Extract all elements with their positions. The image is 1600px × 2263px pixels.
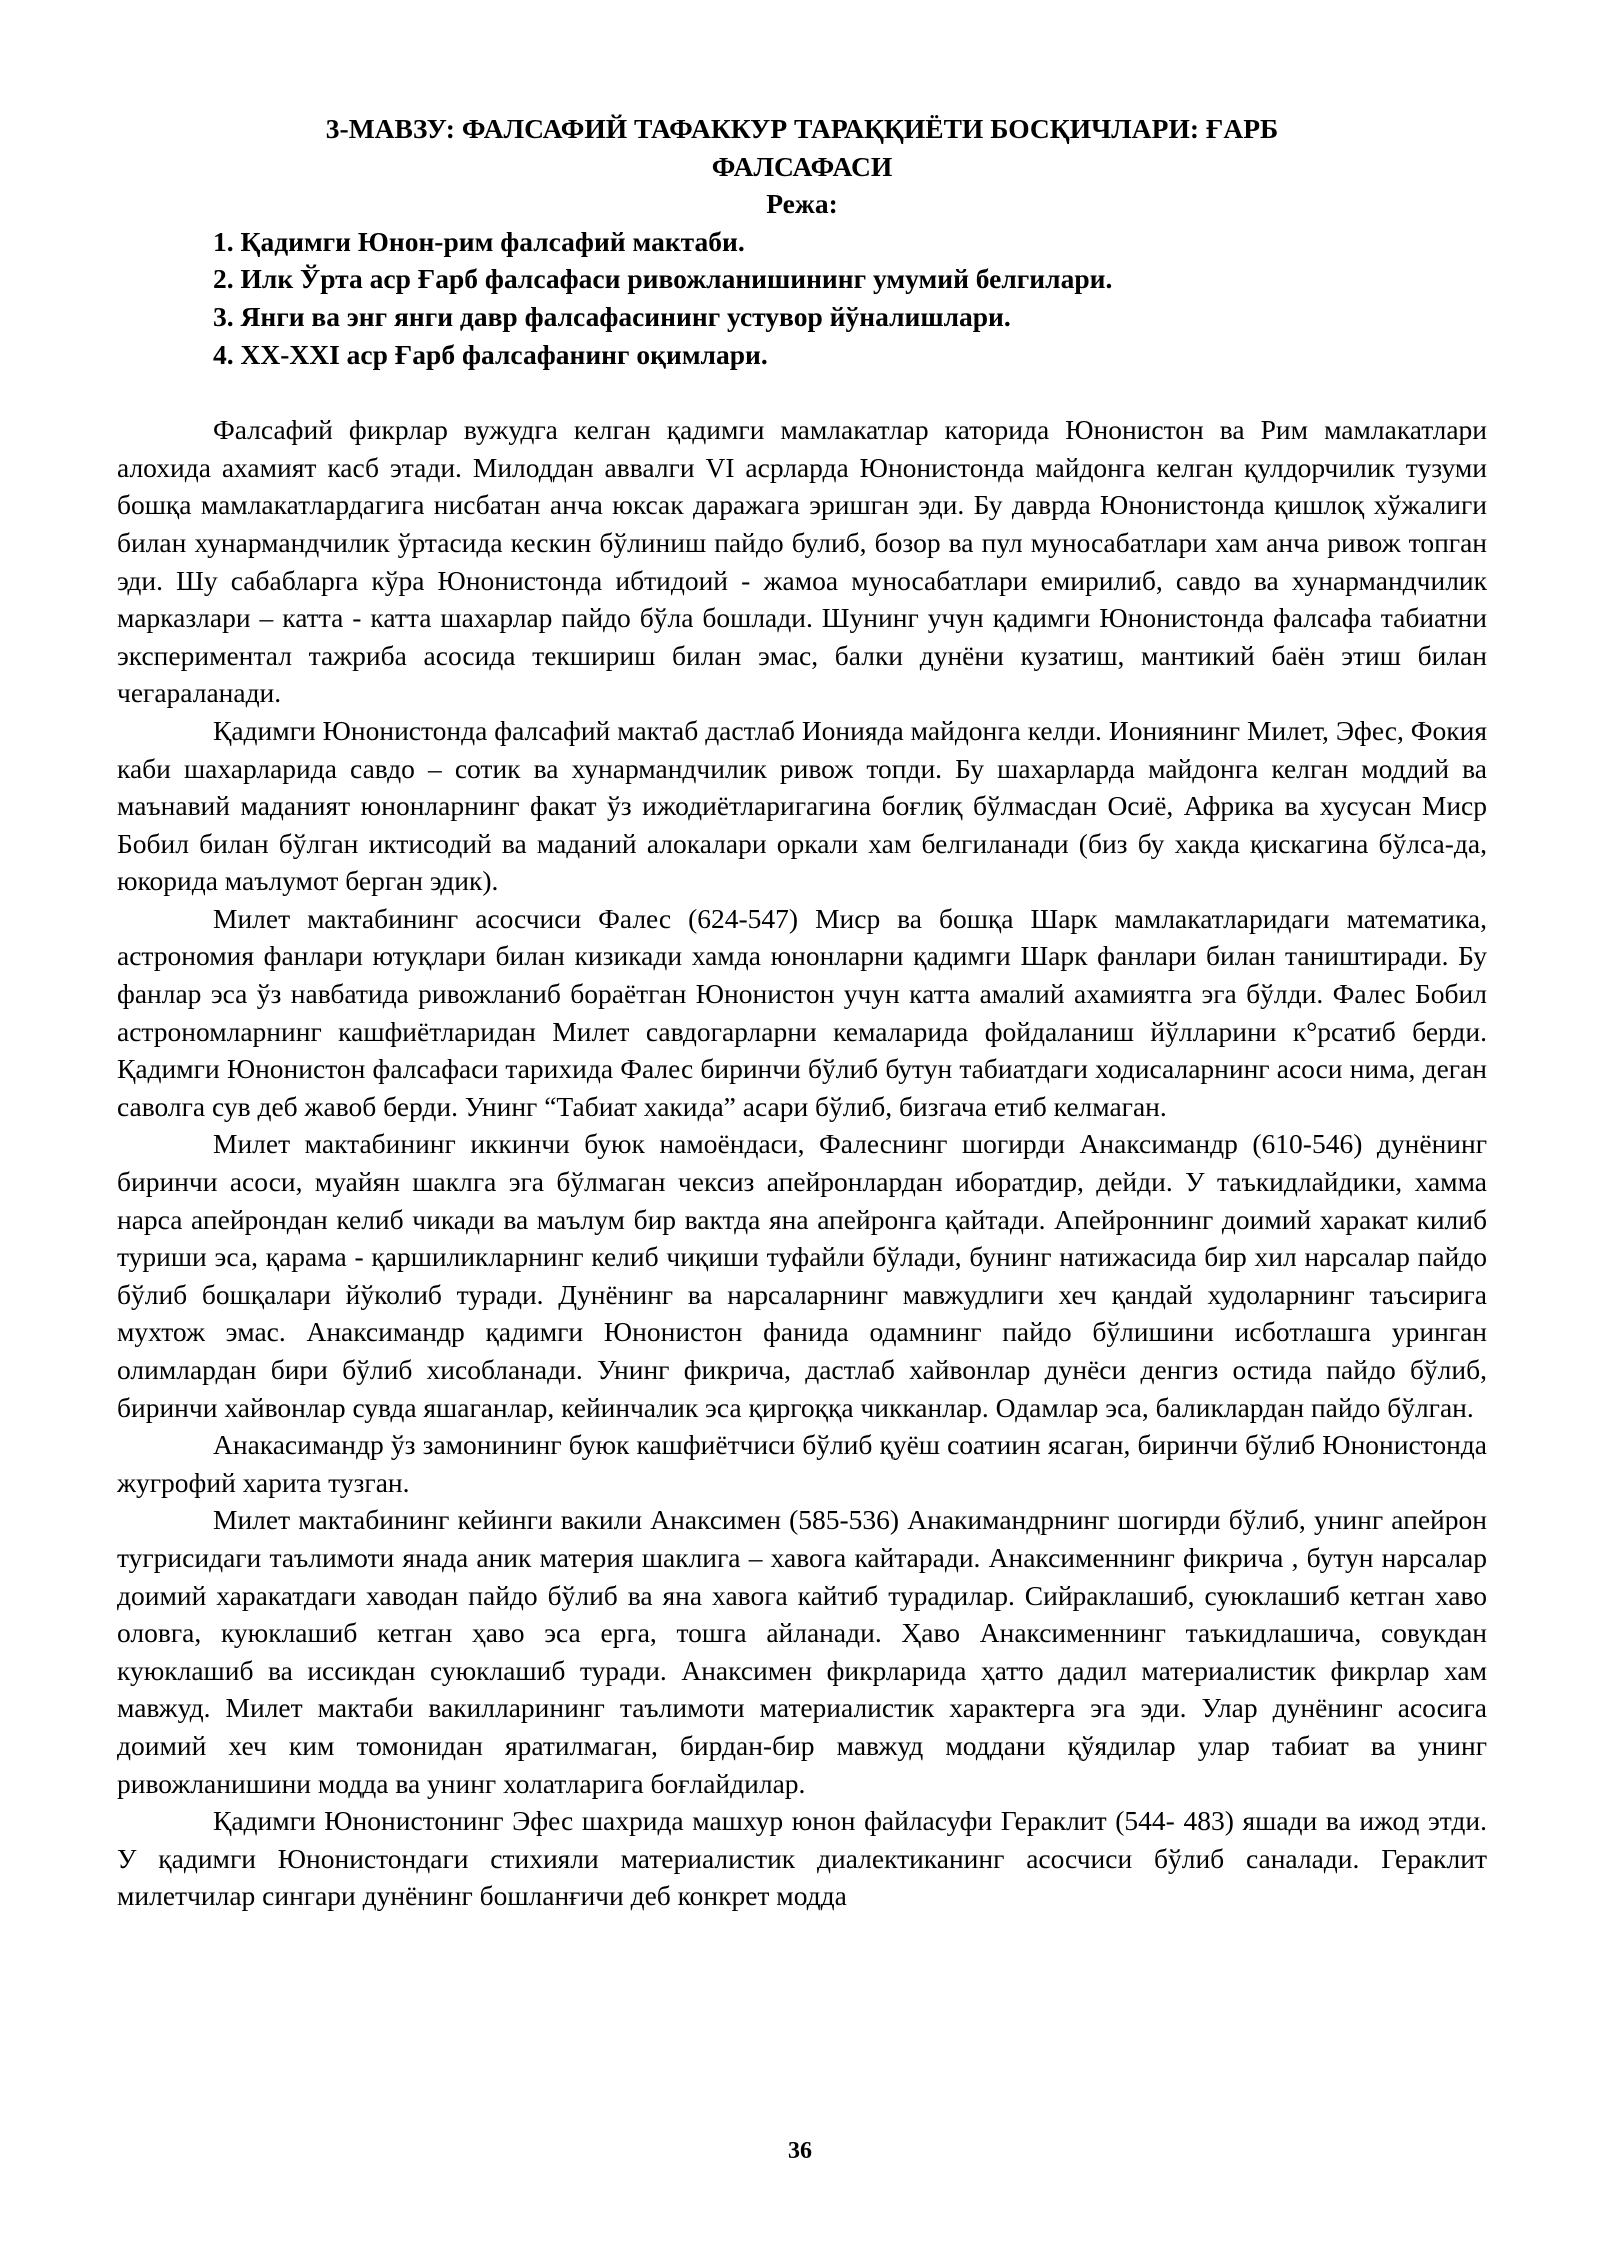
plan-list	[213, 223, 1487, 373]
paragraph: Милет мактабининг иккинчи буюк намоёндаси, Фалеснинг шогирди Анаксимандр (610-546) дунёнинг биринчи асоси, муайян шаклга эга бўлмаган чексиз апейронлардан иборатдир, дейди. У таъкидлайдики, хамма нарса апейрондан келиб чикади ва маълум бир вактда яна апейронга қайтади. Апейроннинг доимий харакат килиб туриши эса, қарама - қаршиликларнинг келиб чиқиши туфайли бўлади, бунинг натижасида бир хил нарсалар пайдо бўлиб бошқалари йўколиб туради. Дунёнинг ва нарсаларнинг мавжудлиги хеч қандай худоларнинг таъсирига мухтож эмас. Анаксимандр қадимги Юнонистон фанида одамнинг пайдо бўлишини исботлашга уринган олимлардан бири бўлиб хисобланади. Унинг фикрича, дастлаб хайвонлар дунёси денгиз остида пайдо бўлиб, биринчи хайвонлар сувда яшаганлар, кейинчалик эса қиргоққа чикканлар. Одамлар эса, баликлардан пайдо бўлган.	[117, 1128, 1487, 1423]
paragraph: Қадимги Юнонистонинг Эфес шахрида машхур юнон файласуфи Гераклит (544- 483) яшади ва ижод этди. У қадимги Юнонистондаги стихияли материалистик диалектиканинг асосчиси бўлиб саналади. Гераклит милетчилар сингари дунёнинг бошланғичи деб конкрет модда	[117, 1805, 1487, 1912]
page-number: 36	[788, 2138, 812, 2164]
title-line-2: ФАЛСАФАСИ	[711, 150, 893, 182]
plan-item: 1. Қадимги Юнон-рим фалсафий мактаби.	[213, 225, 745, 257]
paragraph: Қадимги Юнонистонда фалсафий мактаб дастлаб Ионияда майдонга келди. Иониянинг Милет, Эфес, Фокия каби шахарларида савдо – сотик ва хунармандчилик ривож топди. Бу шахарларда майдонга келган моддий ва маънавий маданият юнонларнинг факат ўз ижодиётларигагина боғлиқ бўлмасдан Осиё, Африка ва хусусан Миср Бобил билан бўлган иктисодий ва маданий алокалари оркали хам белгиланади (биз бу хакда қискагина бўлса-да, юкорида маълумот берган эдик).	[117, 714, 1487, 897]
paragraph: Анакасимандр ўз замонининг буюк кашфиётчиси бўлиб қуёш соатиин ясаган, биринчи бўлиб Юнонистонда жугрофий харита тузган.	[117, 1429, 1487, 1498]
paragraph: Фалсафий фикрлар вужудга келган қадимги мамлакатлар каторида Юнонистон ва Рим мамлакатлари алохида ахамият касб этади. Милоддан аввалги VI асрларда Юнонистонда майдонга келган қулдорчилик тузуми бошқа мамлакатлардагига нисбатан анча юксак даражага эришган эди. Бу даврда Юнонистонда қишлоқ хўжалиги билан хунармандчилик ўртасида кескин бўлиниш пайдо булиб, бозор ва пул муносабатлари хам анча ривож топган эди. Шу сабабларга кўра Юнонистонда ибтидоий - жамоа муносабатлари емирилиб, савдо ва хунармандчилик марказлари – катта - катта шахарлар пайдо бўла бошлади. Шунинг учун қадимги Юнонистонда фалсафа табиатни экспериментал тажриба асосида текшириш билан эмас, балки дунёни кузатиш, мантикий баён этиш билан чегараланади.	[117, 414, 1487, 709]
plan-item: 2. Илк Ўрта аср Ғарб фалсафаси ривожланишининг умумий белгилари.	[213, 263, 1113, 295]
paragraph: Милет мактабининг асосчиси Фалес (624-547) Миср ва бошқа Шарк мамлакатларидаги математика, астрономия фанлари ютуқлари билан кизикади хамда юнонларни қадимги Шарк фанлари билан таништиради. Бу фанлар эса ўз навбатида ривожланиб бораётган Юнонистон учун катта амалий ахамиятга эга бўлди. Фалес Бобил астрономларнинг кашфиётларидан Милет савдогарларни кемаларида фойдаланиш йўлларини к°рсатиб берди. Қадимги Юнонистон фалсафаси тарихида Фалес биринчи бўлиб бутун табиатдаги ходисаларнинг асоси нима, деган саволга сув деб жавоб берди. Унинг “Табиат хакида” асари бўлиб, бизгача етиб келмаган.	[117, 902, 1487, 1122]
title-line-1: 3-МАВЗУ: ФАЛСАФИЙ ТАФАККУР ТАРАҚҚИЁТИ БОСҚИЧЛАРИ: ҒАРБ	[325, 113, 1279, 144]
plan-heading: Режа:	[766, 188, 838, 220]
plan-item: 4. XX-XXI аср Ғарб фалсафанинг оқимлари.	[213, 338, 768, 370]
document-page	[117, 110, 1487, 1915]
paragraph: Милет мактабининг кейинги вакили Анаксимен (585-536) Анакимандрнинг шогирди бўлиб, унинг апейрон тугрисидаги таълимоти янада аник материя шаклига – хавога кайтаради. Анаксименнинг фикрича , бутун нарсалар доимий харакатдаги хаводан пайдо бўлиб ва яна хавога кайтиб турадилар. Сийраклашиб, суюклашиб кетган хаво оловга, куюклашиб кетган ҳаво эса ерга, тошга айланади. Ҳаво Анаксименнинг таъкидлашича, совукдан куюклашиб ва иссикдан суюклашиб туради. Анаксимен фикрларида ҳатто дадил материалистик фикрлар хам мавжуд. Милет мактаби вакилларининг таълимоти материалистик характерга эга эди. Улар дунёнинг асосига доимий хеч ким томонидан яратилмаган, бирдан-бир мавжуд моддани қўядилар улар табиат ва унинг ривожланишини модда ва унинг холатларига боғлайдилар.	[117, 1504, 1487, 1799]
plan-item: 3. Янги ва энг янги давр фалсафасининг устувор йўналишлари.	[213, 300, 1011, 332]
spacer	[117, 373, 1487, 411]
